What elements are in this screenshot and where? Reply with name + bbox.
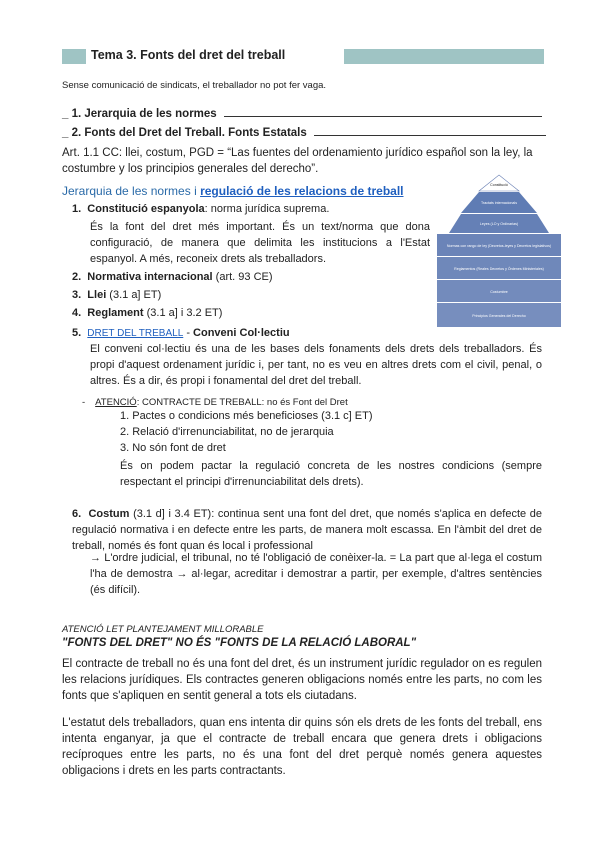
atencio-text: : CONTRACTE DE TREBALL: no és Font del Dret — [136, 397, 348, 408]
section-heading — [62, 184, 404, 198]
item-6-title: Costum — [88, 508, 130, 520]
list-item-5: 5. DRET DEL TREBALL - Conveni Col·lectiu — [72, 327, 290, 339]
item-3-title: Llei — [87, 289, 107, 301]
title-bar-accent-right — [344, 49, 544, 64]
intro-note: Sense comunicació de sindicats, el treballador no pot fer vaga. — [62, 80, 327, 91]
pyramid-top-label: Constitució — [490, 183, 508, 187]
page-title: Tema 3. Fonts del dret del treball — [91, 48, 286, 62]
pyramid-level-2-label: Leyes (LO y Ordinarias) — [479, 222, 519, 226]
heading-jerarquia-text: _ 1. Jerarquia de les normes — [62, 108, 217, 120]
item-6-rest: (3.1 d] i 3.4 ET): continua sent una font del dret, que només s'aplica en defecte de regulació normativa i en defecte entre les parts, de manera molt escassa. En l'àmbit del dret de treball, només és font quan és local i professional — [72, 508, 542, 552]
sub-item-3: 3. No són font de dret — [120, 442, 226, 454]
list-item-4: 4. Reglament (3.1 a] i 3.2 ET) — [72, 307, 223, 319]
item-1-rest: : norma jurídica suprema. — [204, 203, 330, 215]
item-4-rest: (3.1 a] i 3.2 ET) — [143, 307, 223, 319]
pyramid-svg — [437, 173, 561, 329]
heading-fonts — [62, 127, 540, 139]
sub-item-2: 2. Relació d'irrenunciabilitat, no de jerarquia — [120, 426, 334, 438]
list-item-2: 2. Normativa internacional (art. 93 CE) — [72, 271, 273, 283]
item-5-title: Conveni Col·lectiu — [193, 327, 290, 339]
list-item-6: 6. Costum (3.1 d] i 3.4 ET): continua sent una font del dret, que només s'aplica en defecte de regulació normativa i en defecte entre les parts, de manera molt escassa. En l'àmbit del dret de treball, només és font quan és local i professional — [72, 508, 542, 552]
item-6-arrow-note: → L'ordre judicial, el tribunal, no té l'obligació de conèixer-la. = La part que al·lega el costum l'ha de demostra → al·legar, acreditar i demostrar a partir, per exemple, d'altres sentències (és difícil). — [90, 552, 542, 596]
item-5-description: El conveni col·lectiu és una de les bases dels fonaments dels drets dels treballadors. És propi d'aquest ordenament jurídic i, per tant, no es veu en altres drets com el civil, penal, o altres. És a dir, és propi i fonamental del dret del treball. — [90, 343, 542, 387]
item-5-separator: - — [183, 327, 194, 339]
heading-jerarquia — [62, 108, 540, 120]
item-4-title: Reglament — [87, 307, 144, 319]
pyramid-level-1-label: Tractats internacionals — [480, 201, 518, 205]
pyramid-level-5-label: Costumbre — [490, 290, 508, 294]
pyramid-level-3-label: Normas con rango de ley (Decretos-leyes y Decretos legislativos) — [446, 244, 552, 248]
section-heading-text: Jerarquia de les normes i — [62, 184, 197, 198]
fonts-heading: "FONTS DEL DRET" NO ÉS "FONTS DE LA RELACIÓ LABORAL" — [62, 637, 417, 649]
item-3-rest: (3.1 a] ET) — [106, 289, 162, 301]
paragraph-contracte: El contracte de treball no és una font del dret, és un instrument jurídic regulador on es regulen les relacions jurídiques. Els contractes generen obligacions només entre les parts, no com les fonts que s'apliquen en sentit general a tots els ciutadans. — [62, 658, 542, 702]
list-item-3: 3. Llei (3.1 a] ET) — [72, 289, 162, 301]
pyramid-level-4-label: Reglamentos (Reales Decretos y Órdenes Ministeriales) — [454, 267, 544, 271]
heading-fonts-text: _ 2. Fonts del Dret del Treball. Fonts Estatals — [62, 127, 307, 139]
item-1-description: És la font del dret més important. És un text/norma que dona configuració, de manera que delimita les institucions a l'Estat espanyol. A més, reconeix drets als treballadors. — [90, 221, 430, 265]
art-11-paragraph: Art. 1.1 CC: llei, costum, PGD = “Las fuentes del ordenamiento jurídico español son la ley, la costumbre y los principios generales del derecho”. — [62, 147, 533, 175]
item-2-rest: (art. 93 CE) — [212, 271, 273, 283]
heading-rule — [314, 134, 546, 136]
item-1-title: Constitució espanyola — [87, 203, 205, 215]
sub-description: És on podem pactar la regulació concreta de les nostres condicions (sempre respectant el principi d'irrenunciabilitat dels drets). — [120, 460, 542, 488]
pyramid-level-6-label: Principios Generales del Derecho — [472, 314, 526, 318]
title-bar — [62, 49, 544, 64]
section-heading-link[interactable]: regulació de les relacions de treball — [200, 184, 404, 198]
title-bar-accent-left — [62, 49, 86, 64]
warning-note: ATENCIÓ LET PLANTEJAMENT MILLORABLE — [62, 624, 264, 635]
item-5-link[interactable]: DRET DEL TREBALL — [87, 328, 184, 339]
atencio-line: - ATENCIÓ: CONTRACTE DE TREBALL: no és Font del Dret — [82, 397, 348, 408]
hierarchy-pyramid — [437, 173, 561, 329]
atencio-link[interactable]: ATENCIÓ — [95, 397, 137, 408]
heading-rule — [224, 115, 542, 117]
sub-item-1: 1. Pactes o condicions més beneficioses (3.1 c] ET) — [120, 410, 373, 422]
paragraph-estatut: L'estatut dels treballadors, quan ens intenta dir quins són els drets de les fonts del treball, ens intenta enganyar, ja que el contracte de treball encara que genera drets i obligacions recíproques entre les parts, no és una font del dret perquè només genera aquestes obligacions i drets en les parts contractants. — [62, 717, 542, 777]
item-2-title: Normativa internacional — [87, 271, 213, 283]
list-item-1: 1. Constitució espanyola: norma jurídica suprema. — [72, 203, 330, 215]
